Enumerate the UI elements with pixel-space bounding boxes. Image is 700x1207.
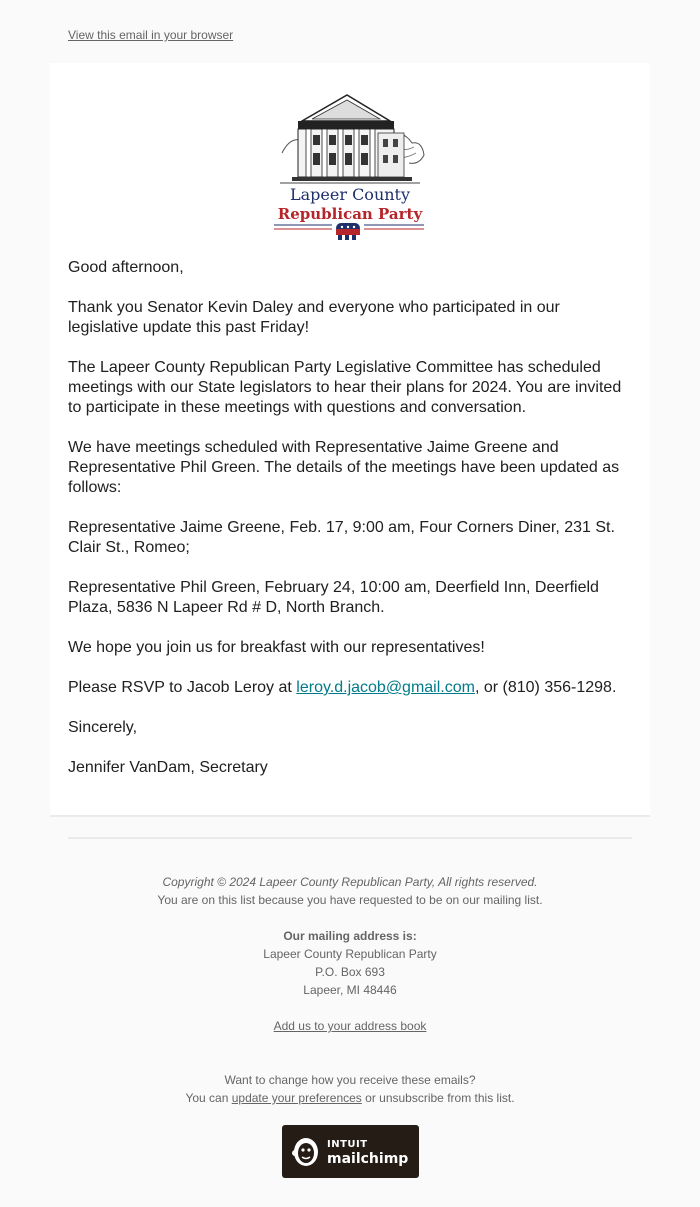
footer-divider	[68, 837, 632, 839]
email-body	[68, 258, 634, 798]
address-line: Lapeer County Republican Party	[263, 947, 437, 961]
view-in-browser-link[interactable]: View this email in your browser	[68, 28, 234, 42]
badge-text	[327, 1137, 408, 1167]
rsvp-line	[68, 678, 634, 698]
change-question: Want to change how you receive these emails?	[224, 1073, 476, 1087]
logo-line1: Lapeer County	[289, 185, 411, 204]
list-reason: You are on this list because you have requested to be on our mailing list.	[157, 893, 543, 907]
copyright-text: Copyright © 2024 Lapeer County Republican Party, All rights reserved.	[162, 875, 538, 889]
mailchimp-badge[interactable]	[282, 1125, 419, 1178]
email-card	[50, 63, 650, 817]
mailchimp-freddie-icon	[291, 1134, 321, 1170]
unsubscribe-text: or unsubscribe from this list.	[361, 1091, 515, 1105]
meeting-details: Representative Jaime Greene, Feb. 17, 9:00 am, Four Corners Diner, 231 St. Clair St., Romeo;	[68, 519, 615, 556]
address-line: P.O. Box 693	[315, 965, 385, 979]
update-preferences-link[interactable]: update your preferences	[231, 1091, 362, 1105]
body-paragraph: The Lapeer County Republican Party Legislative Committee has scheduled meetings with our State legislators to hear their plans for 2024. You are invited to participate in these meetings with questions and conversation.	[68, 359, 622, 416]
body-paragraph: Thank you Senator Kevin Daley and everyone who participated in our legislative update this past Friday!	[68, 299, 560, 336]
address-line: Lapeer, MI 48446	[303, 983, 397, 997]
badge-line2: mailchimp	[327, 1150, 409, 1167]
rsvp-suffix: , or (810) 356-1298.	[474, 679, 617, 696]
courthouse-logo-icon	[272, 83, 428, 243]
email-footer	[0, 873, 700, 1107]
party-logo	[272, 83, 428, 243]
rsvp-email-link[interactable]: leroy.d.jacob@gmail.com	[296, 679, 475, 696]
address-heading: Our mailing address is:	[283, 929, 417, 943]
elephant-icon	[336, 223, 360, 240]
meeting-details: Representative Phil Green, February 24, 10:00 am, Deerfield Inn, Deerfield Plaza, 5836 N Lapeer Rd # D, North Branch.	[68, 579, 599, 616]
rsvp-prefix: Please RSVP to Jacob Leroy at	[68, 679, 297, 696]
closing: Sincerely,	[68, 719, 138, 736]
badge-line1: INTUIT	[327, 1138, 368, 1150]
logo-line2: Republican Party	[277, 205, 423, 223]
body-paragraph: We have meetings scheduled with Representative Jaime Greene and Representative Phil Green. The details of the meetings have been updated as follows:	[68, 439, 620, 496]
greeting: Good afternoon,	[68, 259, 184, 276]
signature: Jennifer VanDam, Secretary	[68, 759, 268, 776]
you-can-text: You can	[185, 1091, 232, 1105]
preferences-line	[0, 1089, 700, 1107]
add-to-address-book-link[interactable]: Add us to your address book	[273, 1019, 427, 1033]
body-paragraph: We hope you join us for breakfast with our representatives!	[68, 639, 485, 656]
